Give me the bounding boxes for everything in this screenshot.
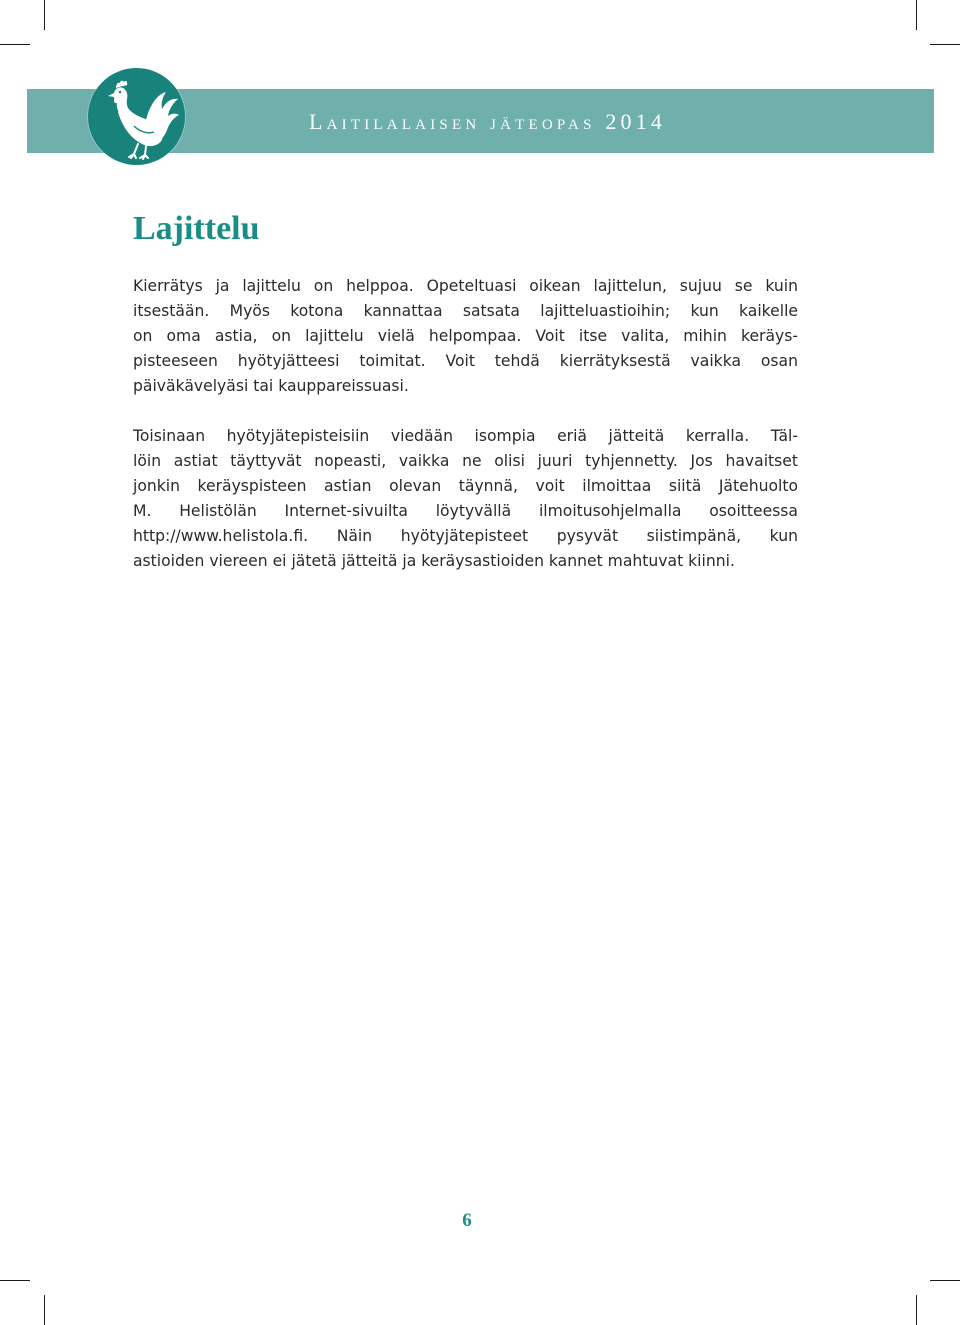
page-title: Lajittelu <box>133 210 260 247</box>
crop-mark-top-left-horizontal <box>0 44 30 45</box>
crop-mark-top-right-vertical <box>916 0 917 30</box>
paragraph-line: Kierrätys ja lajittelu on helppoa. Opeteltuasi oikean lajittelun, sujuu se kuin <box>133 277 798 295</box>
page-number: 6 <box>462 1210 472 1231</box>
logo <box>88 68 185 165</box>
running-title: Laitilalaisen jäteopas 2014 <box>309 109 667 134</box>
crop-mark-bottom-left-vertical <box>44 1295 45 1325</box>
crop-mark-top-right-horizontal <box>930 44 960 45</box>
paragraph-line: astioiden viereen ei jätetä jätteitä ja keräysastioiden kannet mahtuvat kiinni. <box>133 552 735 570</box>
crop-mark-bottom-left-horizontal <box>0 1280 30 1281</box>
paragraph-line: pisteeseen hyötyjätteesi toimitat. Voit tehdä kierrätyksestä vaikka osan <box>133 352 798 370</box>
paragraph-line: Toisinaan hyötyjätepisteisiin viedään isompia eriä jätteitä kerralla. Täl- <box>133 427 798 445</box>
crop-mark-top-left-vertical <box>44 0 45 30</box>
paragraph-line: jonkin keräyspisteen astian olevan täynnä, voit ilmoittaa siitä Jätehuolto <box>133 477 798 495</box>
paragraph-line: on oma astia, on lajittelu vielä helpompaa. Voit itse valita, mihin keräys- <box>133 327 798 345</box>
crop-mark-bottom-right-horizontal <box>930 1280 960 1281</box>
paragraph-line: itsestään. Myös kotona kannattaa satsata lajitteluastioihin; kun kaikelle <box>133 302 798 320</box>
paragraph-line: http://www.helistola.fi. Näin hyötyjätepisteet pysyvät siistimpänä, kun <box>133 527 798 545</box>
paragraph-2 <box>133 424 798 574</box>
rooster-icon <box>88 68 185 165</box>
paragraph-line: M. Helistölän Internet-sivuilta löytyvällä ilmoitusohjelmalla osoitteessa <box>133 502 798 520</box>
paragraph-1 <box>133 274 798 399</box>
paragraph-line: päiväkävelyäsi tai kauppareissuasi. <box>133 377 409 395</box>
paragraph-line: löin astiat täyttyvät nopeasti, vaikka ne olisi juuri tyhjennetty. Jos havaitset <box>133 452 798 470</box>
crop-mark-bottom-right-vertical <box>916 1295 917 1325</box>
